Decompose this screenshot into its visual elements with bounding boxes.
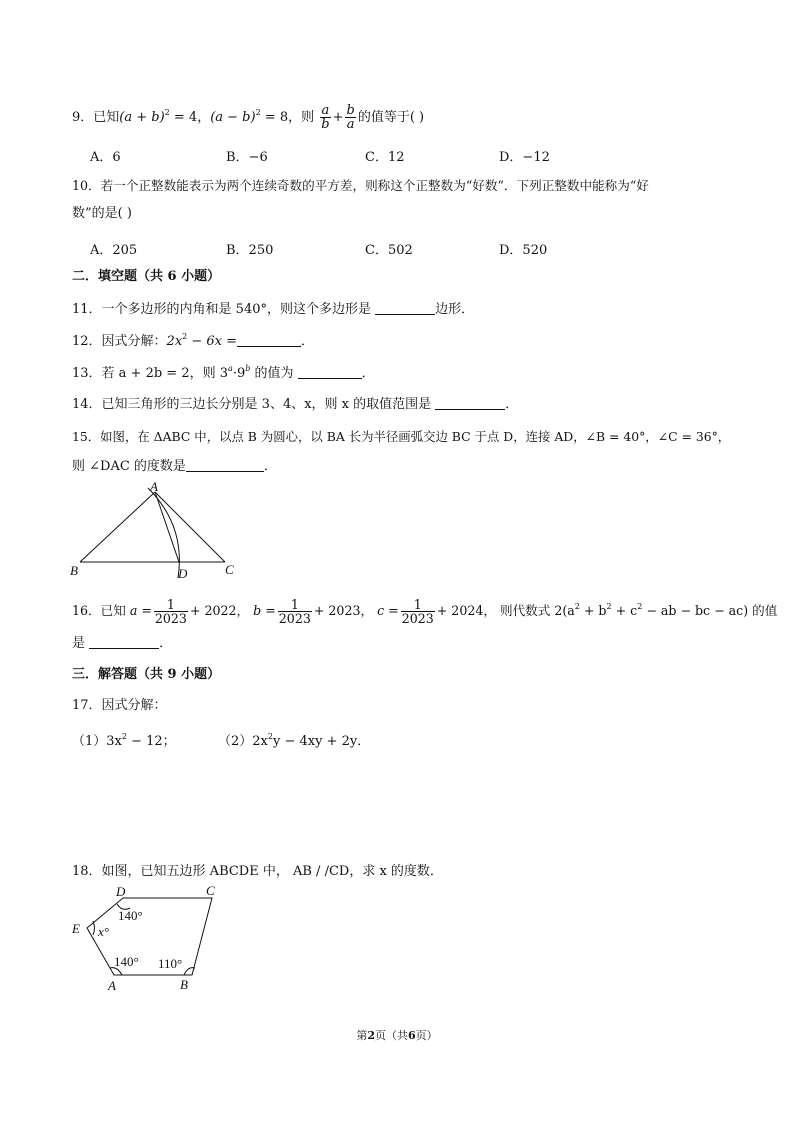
q9-exp2: 2 [255, 108, 261, 117]
q9-exp1: 2 [164, 108, 170, 117]
q15-label-d: D [178, 566, 188, 580]
q18-angle-d-value: 140° [118, 908, 143, 923]
question-14 [72, 396, 518, 414]
q16-b-fraction: $\frac{1}{2023}$ [278, 597, 311, 626]
q18-label-c: C [206, 883, 215, 898]
question-15-line-1: 15．如图，在 ΔABC 中，以点 B 为圆心，以 BA 长为半径画弧交边 BC 于点 D，连接 AD，∠B = 40°，∠C = 36°， [72, 429, 731, 444]
q9-option-d: D．−12 [499, 150, 550, 165]
q13-suffix: ． [361, 366, 375, 381]
q13-base2: 9 [236, 366, 246, 381]
q16-text: 16．已知 [72, 603, 130, 618]
question-17-part-1 [72, 733, 176, 751]
q17-p1-post: − 12； [126, 734, 176, 749]
q16-expr-mid2: + c [611, 603, 638, 618]
question-16-line-2 [72, 635, 172, 653]
section-fill-in-heading: 二．填空题（共 6 小题） [72, 269, 221, 284]
q16-suffix: ． [159, 636, 173, 651]
q18-label-e: E [72, 921, 80, 936]
q10-option-c: C．502 [365, 243, 413, 258]
q18-label-d: D [116, 884, 126, 899]
q16-e1: 2 [574, 602, 580, 611]
q11-answer-blank [375, 302, 435, 315]
q12-suffix: ． [301, 334, 315, 349]
question-10-line-1: 10．若一个正整数能表示为两个连续奇数的平方差，则称这个正整数为“好数”．下列正整数中能称为“好 [72, 178, 649, 193]
q9-expr1: (a + b) [119, 110, 165, 125]
q17-p2-pre: （2）2x [218, 734, 268, 749]
q18-angle-a-value: 140° [114, 954, 139, 969]
question-18: 18．如图，已知五边形 ABCDE 中， AB / /CD，求 x 的度数． [72, 864, 443, 879]
q14-answer-blank [435, 397, 505, 410]
q10-option-d: D．520 [499, 243, 548, 258]
q10-option-a: A．205 [90, 243, 138, 258]
q16-e3: 2 [637, 602, 643, 611]
q9-fraction-b-over-a: $\frac{b}{a}$ [346, 103, 355, 132]
q18-angle-b-value: 110° [158, 956, 183, 971]
footer-total-pages: 6 [408, 1029, 416, 1042]
q13-mid: 的值为 [250, 366, 298, 381]
question-16-line-1 [72, 596, 777, 626]
q14-text: 14．已知三角形的三边长分别是 3、4、x，则 x 的取值范围是 [72, 397, 436, 412]
q9-tail: 的值等于( ) [357, 110, 425, 125]
q9-number: 9． [72, 110, 94, 125]
q18-pentagon-figure [62, 880, 232, 995]
q15-side-ab [80, 492, 155, 562]
q16-expr-pre: 则代数式 2(a [499, 603, 575, 618]
q15-triangle-figure [62, 480, 252, 580]
q12-exp: 2 [182, 332, 188, 341]
page-footer [0, 1027, 794, 1043]
q9-option-a: A．6 [90, 150, 121, 165]
q15-segment-ad [155, 492, 179, 562]
q18-label-b: B [180, 977, 188, 992]
q13-answer-blank [298, 366, 362, 379]
q15-answer-blank [186, 459, 264, 472]
q11-suffix: 边形． [435, 302, 475, 317]
q9-eq2: = 8，则 [260, 110, 315, 125]
q16-line2-text: 是 [72, 636, 90, 651]
question-15-line-2 [72, 458, 277, 476]
q15-side-ac [155, 492, 225, 562]
q16-expr-mid1: + b [579, 603, 607, 618]
question-12 [72, 333, 314, 351]
q12-expr-a: 2x [166, 334, 183, 349]
question-11 [72, 301, 474, 319]
q17-p2-post: y − 4xy + 2y． [272, 734, 371, 749]
question-17-title: 17．因式分解： [72, 698, 167, 713]
footer-page-number: 2 [367, 1029, 375, 1042]
question-9 [72, 104, 424, 131]
q9-expr2: (a − b) [210, 110, 256, 125]
q13-exp2: b [245, 364, 251, 373]
q12-text: 12．因式分解： [72, 334, 167, 349]
q15-label-b: B [70, 563, 78, 578]
q18-label-a: A [108, 978, 116, 993]
q13-base1: 3 [219, 366, 229, 381]
q9-plus: + [332, 110, 344, 125]
q15-label-c: C [225, 562, 234, 577]
footer-mid: 页（共 [375, 1029, 408, 1042]
q12-answer-blank [237, 334, 301, 347]
q16-c-lhs: c = [377, 603, 399, 618]
q17-p1-exp: 2 [121, 732, 127, 741]
q9-given: 已知 [93, 110, 120, 125]
q16-a-add: + 2022， [189, 603, 250, 618]
q16-c-fraction: $\frac{1}{2023}$ [401, 597, 434, 626]
q9-eq1: = 4， [169, 110, 211, 125]
q17-p2-exp: 2 [267, 732, 273, 741]
q16-e2: 2 [606, 602, 612, 611]
footer-pre: 第 [356, 1029, 368, 1042]
q15-suffix: ． [263, 459, 277, 474]
q14-suffix: ． [505, 397, 519, 412]
q13-dot: · [232, 366, 237, 381]
q13-text: 13．若 a + 2b = 2，则 [72, 366, 220, 381]
q16-a-fraction: $\frac{1}{2023}$ [154, 597, 187, 626]
footer-post: 页） [415, 1029, 438, 1042]
q16-expr-post: − ab − bc − ac) 的值 [642, 603, 778, 618]
q16-c-add: + 2024， [436, 603, 496, 618]
question-10-line-2: 数”的是( ) [72, 206, 132, 221]
q18-angle-e-value: x° [98, 924, 109, 939]
q17-p1-pre: （1）3x [72, 734, 122, 749]
q9-option-c: C．12 [365, 150, 405, 165]
question-17-part-2 [218, 733, 370, 751]
q9-fraction-a-over-b: $\frac{a}{b}$ [321, 103, 330, 132]
q16-a-lhs: a = [129, 603, 152, 618]
q13-exp1: a [228, 364, 233, 373]
section-solutions-heading: 三．解答题（共 9 小题） [72, 667, 221, 682]
q16-b-add: + 2023， [313, 603, 374, 618]
q16-answer-blank [89, 636, 159, 649]
q10-option-b: B．250 [226, 243, 274, 258]
q15-arc [148, 488, 179, 578]
q11-text: 11．一个多边形的内角和是 540°，则这个多边形是 [72, 302, 376, 317]
q16-b-lhs: b = [253, 603, 276, 618]
q12-expr-b: − 6x = [187, 334, 238, 349]
q15-label-a: A [150, 480, 158, 494]
q9-option-b: B．−6 [226, 150, 268, 165]
question-13 [72, 365, 375, 383]
q15-text: 则 ∠DAC 的度数是 [72, 459, 186, 474]
